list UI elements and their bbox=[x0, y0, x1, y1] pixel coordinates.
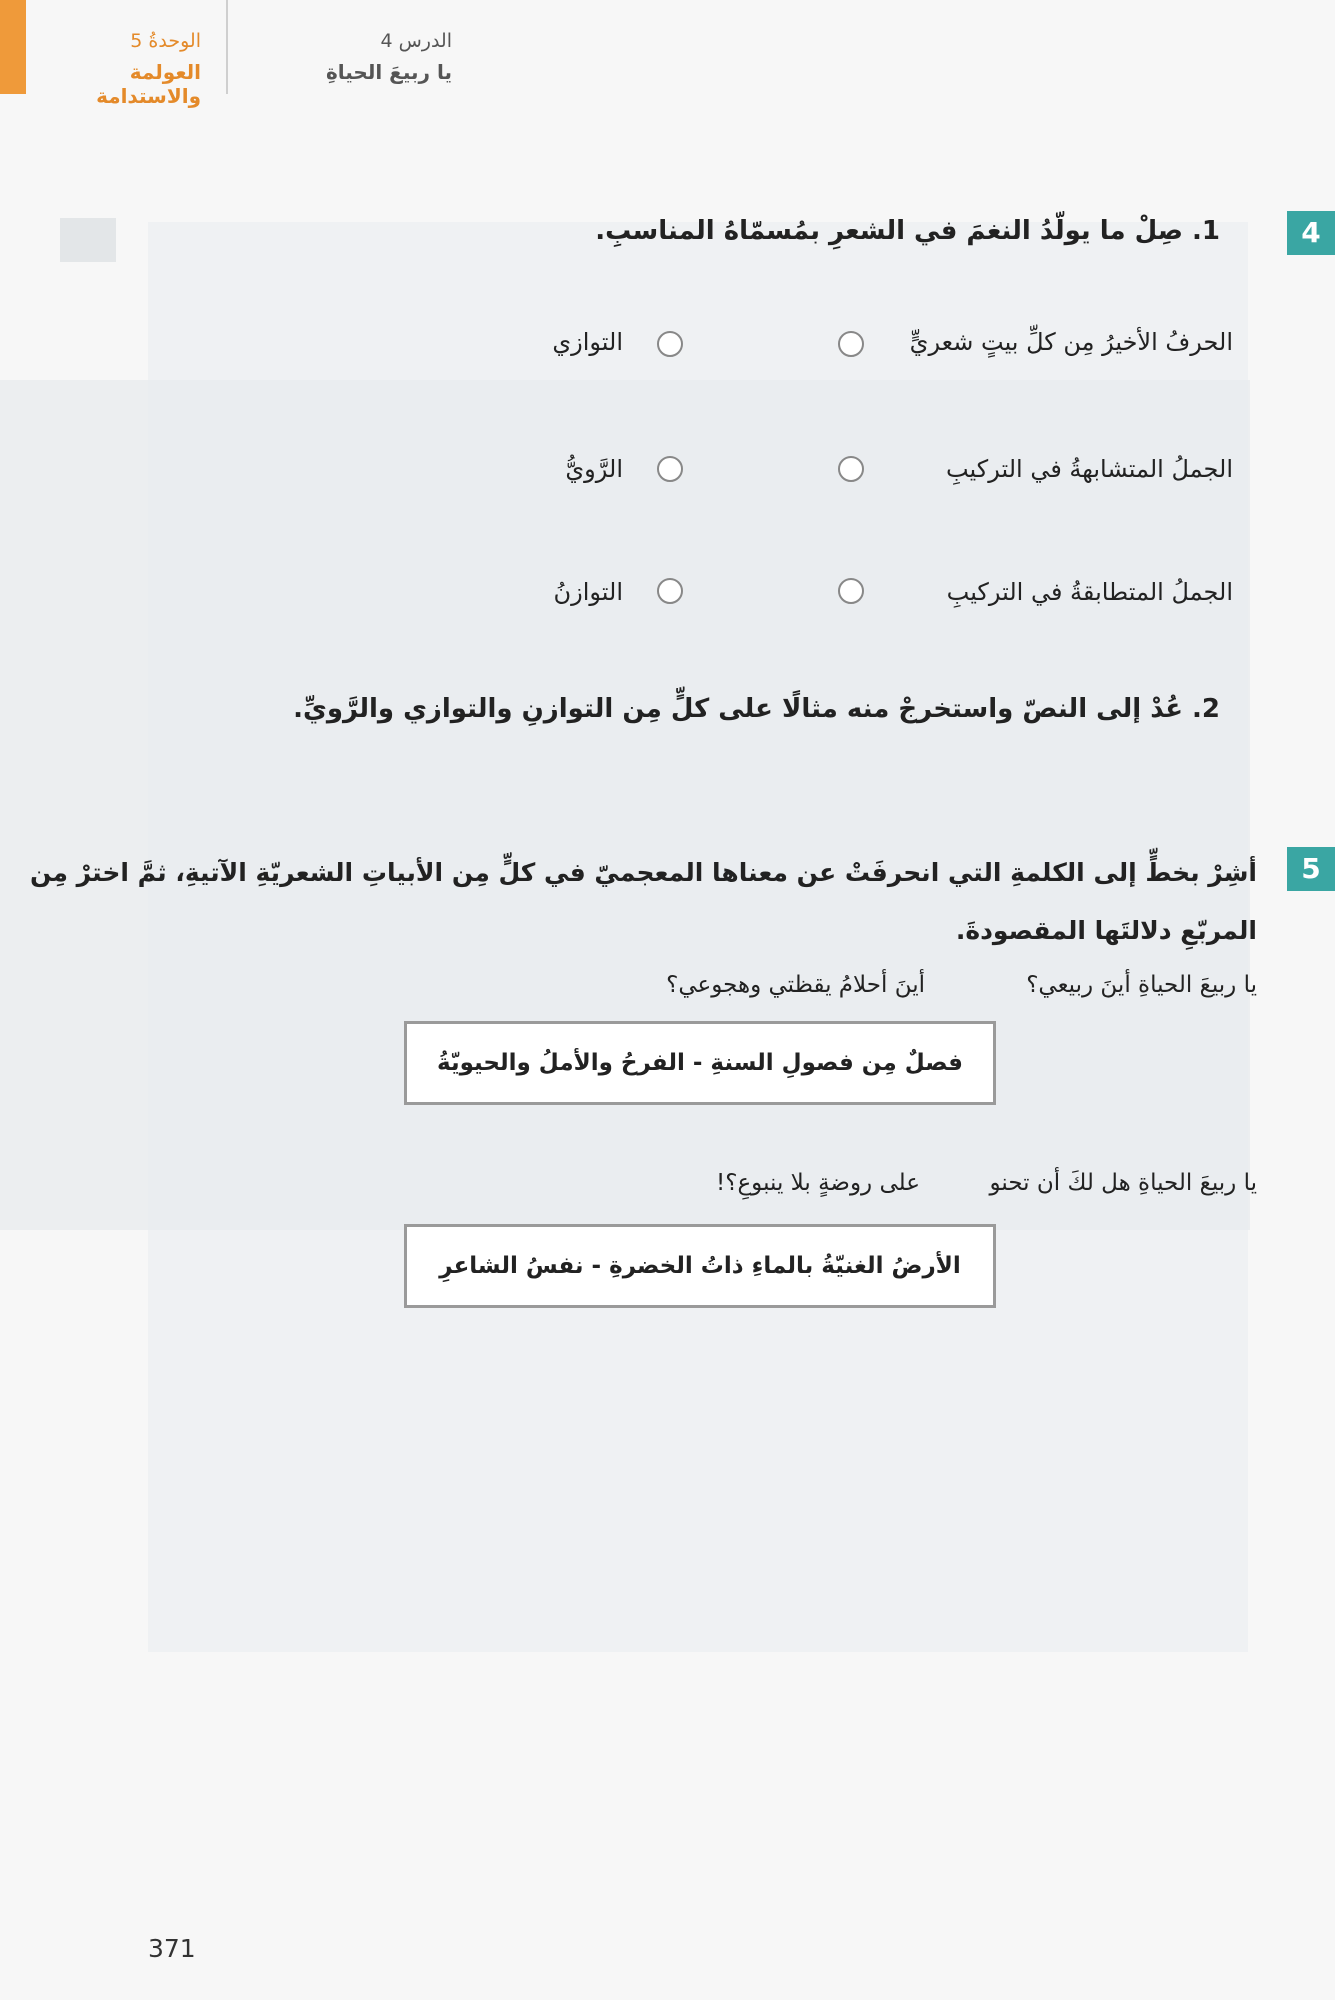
verse-second-half: أينَ أحلامُ يقظتي وهجوعي؟ bbox=[666, 972, 925, 998]
match-left-radio[interactable] bbox=[838, 331, 864, 357]
match-left-item: الحرفُ الأخيرُ مِن كلِّ بيتٍ شعريٍّ bbox=[909, 328, 1233, 356]
match-right-item: التوازي bbox=[552, 328, 623, 356]
exercise-4-question-1: 1. صِلْ ما يولّدُ النغمَ في الشعرِ بمُسمّاهُ المناسبِ. bbox=[595, 216, 1220, 246]
unit-header bbox=[21, 30, 201, 108]
exercise-4-badge: 4 bbox=[1287, 211, 1335, 255]
lesson-header bbox=[252, 30, 452, 84]
match-right-radio[interactable] bbox=[657, 456, 683, 482]
match-right-item: التوازنُ bbox=[553, 578, 623, 606]
meaning-box: الأرضُ الغنيّةُ بالماءِ ذاتُ الخضرةِ - نفسُ الشاعرِ bbox=[404, 1224, 996, 1308]
match-left-item: الجملُ المتشابهةُ في التركيبِ bbox=[945, 455, 1233, 483]
meaning-box: فصلٌ مِن فصولِ السنةِ - الفرحُ والأملُ والحيويّةُ bbox=[404, 1021, 996, 1105]
exercise-5-badge: 5 bbox=[1287, 847, 1335, 891]
exercise-4-question-2: 2. عُدْ إلى النصّ واستخرجْ منه مثالًا على كلٍّ مِن التوازنِ والتوازي والرَّويِّ. bbox=[293, 694, 1220, 724]
lesson-title: يا ربيعَ الحياةِ bbox=[325, 60, 452, 84]
match-left-item: الجملُ المتطابقةُ في التركيبِ bbox=[946, 578, 1233, 606]
bleed-through-shade bbox=[60, 218, 116, 262]
match-right-radio[interactable] bbox=[657, 331, 683, 357]
unit-number: الوحدةُ 5 bbox=[130, 30, 201, 52]
verse-first-half: يا ربيعَ الحياةِ هل لكَ أن تحنو bbox=[989, 1170, 1257, 1196]
verse-second-half: على روضةٍ بلا ينبوعِ؟! bbox=[716, 1170, 920, 1196]
page-number: 371 bbox=[148, 1934, 196, 1963]
match-left-radio[interactable] bbox=[838, 456, 864, 482]
unit-title: العولمة والاستدامة bbox=[96, 60, 201, 108]
verse-first-half: يا ربيعَ الحياةِ أينَ ربيعي؟ bbox=[1026, 972, 1257, 998]
exercise-5-instruction-line-1: أشِرْ بخطٍّ إلى الكلمةِ التي انحرفَتْ عن معناها المعجميّ في كلٍّ مِن الأبياتِ الشعريّةِ الآتيةِ، ثمَّ اخترْ مِن bbox=[29, 858, 1257, 887]
match-right-item: الرَّويُّ bbox=[565, 455, 623, 483]
lesson-number: الدرس 4 bbox=[380, 30, 452, 52]
exercise-5-instruction-line-2: المربّعِ دلالتَها المقصودةَ. bbox=[955, 916, 1257, 945]
header-divider bbox=[226, 0, 228, 94]
match-right-radio[interactable] bbox=[657, 578, 683, 604]
match-left-radio[interactable] bbox=[838, 578, 864, 604]
